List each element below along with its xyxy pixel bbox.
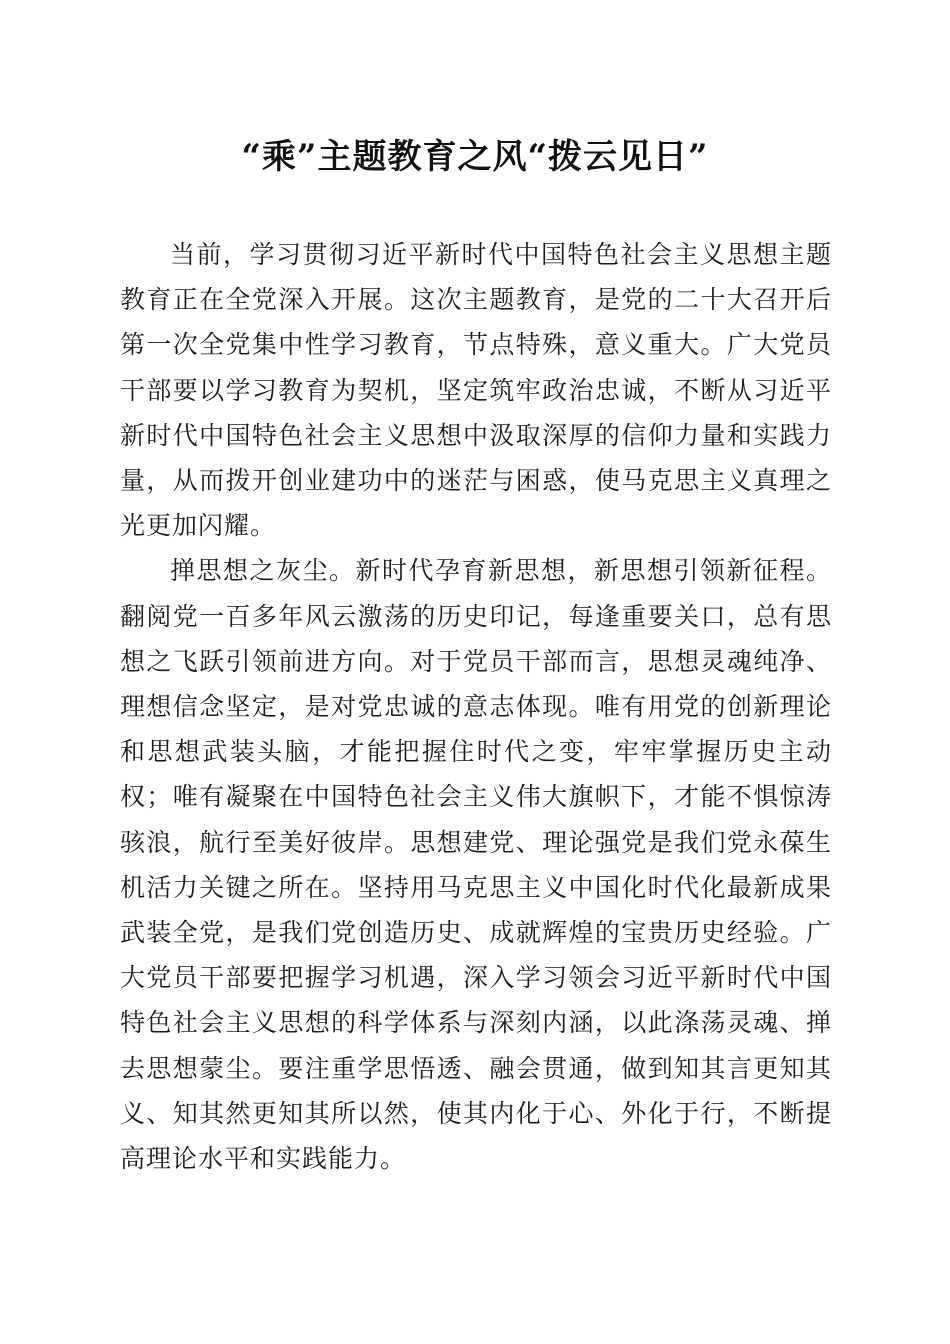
document-title: “乘”主题教育之风“拨云见日” bbox=[241, 137, 709, 177]
paragraph-thought-dust: 掸思想之灰尘。新时代孕育新思想，新思想引领新征程。翻阅党一百多年风云激荡的历史印记，每逢重要关口，总有思想之飞跃引领前进方向。对于党员干部而言，思想灵魂纯净、理想信念坚定，是对党忠诚的意志体现。唯有用党的创新理论和思想武装头脑，才能把握住时代之变，牢牢掌握历史主动权；唯有凝聚在中国特色社会主义伟大旗帜下，才能不惧惊涛骇浪，航行至美好彼岸。思想建党、理论强党是我们党永葆生机活力关键之所在。坚持用马克思主义中国化时代化最新成果武装全党，是我们党创造历史、成就辉煌的宝贵历史经验。广大党员干部要把握学习机遇，深入学习领会习近平新时代中国特色社会主义思想的科学体系与深刻内涵，以此涤荡灵魂、掸去思想蒙尘。要注重学思悟透、融会贯通，做到知其言更知其义、知其然更知其所以然，使其内化于心、外化于行，不断提高理论水平和实践能力。 bbox=[120, 556, 832, 1174]
document-body bbox=[120, 232, 832, 1181]
paragraph-intro: 当前，学习贯彻习近平新时代中国特色社会主义思想主题教育正在全党深入开展。这次主题教育，是党的二十大召开后第一次全党集中性学习教育，节点特殊，意义重大。广大党员干部要以学习教育为契机，坚定筑牢政治忠诚，不断从习近平新时代中国特色社会主义思想中汲取深厚的信仰力量和实践力量，从而拨开创业建功中的迷茫与困惑，使马克思主义真理之光更加闪耀。 bbox=[120, 240, 832, 541]
